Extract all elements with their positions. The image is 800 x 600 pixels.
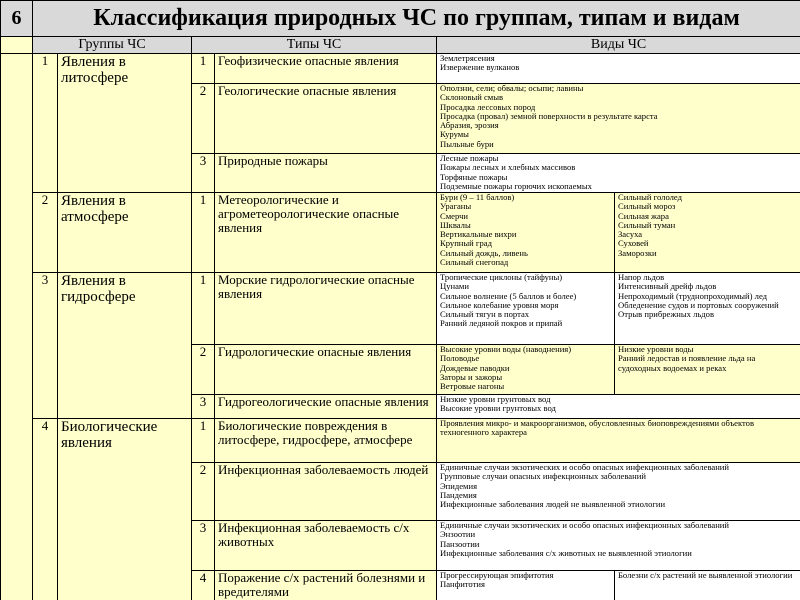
group-number: 1 — [33, 54, 58, 193]
kinds-cell-left — [437, 273, 615, 345]
type-name: Гидрологические опасные явления — [215, 345, 437, 395]
kinds-cell-left — [437, 571, 615, 600]
kind-item: Засуха — [618, 229, 643, 240]
kind-item: Заторы и зажоры — [440, 371, 503, 382]
kind-item: Ветровые нагоны — [440, 381, 505, 392]
header-kinds: Виды ЧС — [437, 37, 800, 54]
header-types: Типы ЧС — [192, 37, 437, 54]
kind-item: Сильный снегопад — [440, 256, 509, 267]
type-name: Поражение с/х растений болезнями и вредителями — [215, 571, 437, 600]
group-name: Явления в атмосфере — [58, 193, 192, 273]
group-name: Явления в гидросфере — [58, 273, 192, 419]
type-number: 1 — [192, 54, 215, 84]
kind-item: Вертикальные вихри — [440, 229, 517, 240]
kinds-cell-right — [615, 273, 800, 345]
type-name: Геофизические опасные явления — [215, 54, 437, 84]
kind-item: Извержение вулканов — [440, 62, 520, 73]
kind-item: Прогрессирующая эпифитотия — [440, 570, 554, 580]
kind-item: Интенсивный дрейф льдов — [618, 281, 717, 292]
type-number: 4 — [192, 571, 215, 600]
kind-item: Смерчи — [440, 210, 468, 221]
kind-item: Обледенение судов и портовых сооружений — [618, 299, 779, 310]
type-number: 1 — [192, 193, 215, 273]
kind-item: Болезни с/х растений не выявленной этиологии — [618, 570, 793, 580]
kind-item: Панфитотия — [440, 579, 485, 590]
kind-item: Абразия, эрозия — [440, 120, 499, 131]
kind-item: Просадка (провал) земной поверхности в результате карста — [440, 110, 658, 121]
kind-item: Крупный град — [440, 238, 492, 249]
kind-item: Сильное волнение (5 баллов и более) — [440, 290, 577, 301]
kind-item: Низкие уровни грунтовых вод — [440, 394, 551, 404]
kind-item: Сильный туман — [618, 219, 676, 230]
kind-item: Заморозки — [618, 247, 657, 258]
kind-item: Высокие уровни воды (наводнения) — [440, 344, 572, 354]
kinds-cell-left — [437, 193, 615, 273]
kinds-cell-right — [615, 193, 800, 273]
kind-item: Пандемия — [440, 489, 477, 500]
kinds-cell — [437, 419, 800, 463]
kind-item: Курумы — [440, 129, 469, 140]
kind-item: Сильное колебание уровня моря — [440, 299, 559, 310]
group-name: Биологические явления — [58, 419, 192, 600]
kinds-cell — [437, 521, 800, 571]
kind-item: Подземные пожары горючих ископаемых — [440, 180, 592, 191]
kind-item: Пожары лесных и хлебных массивов — [440, 162, 576, 173]
kind-item: Единичные случаи экзотических и особо опасных инфекционных заболеваний — [440, 520, 729, 530]
kind-item: Сильный тягун в портах — [440, 309, 530, 320]
type-name: Инфекционная заболеваемость людей — [215, 463, 437, 521]
kinds-cell — [437, 84, 800, 154]
kind-item: Отрыв прибрежных льдов — [618, 309, 715, 320]
kind-item: Сильный дождь, ливень — [440, 247, 528, 258]
kind-item: Землетрясения — [440, 53, 495, 63]
type-number: 1 — [192, 273, 215, 345]
kind-item: Ураганы — [440, 201, 472, 212]
header-spacer — [1, 37, 33, 54]
group-number: 2 — [33, 193, 58, 273]
kind-item: Ранний ледостав и появление льда на судоходных водоемах и реках — [618, 353, 756, 373]
kind-item: Шквалы — [440, 219, 471, 230]
kind-item: Ранний ледяной покров и припай — [440, 318, 563, 329]
kinds-cell — [437, 154, 800, 193]
kind-item: Низкие уровни воды — [618, 344, 694, 354]
type-number: 2 — [192, 345, 215, 395]
kind-item: Суховей — [618, 238, 649, 249]
type-number: 3 — [192, 154, 215, 193]
page-title: Классификация природных ЧС по группам, типам и видам — [33, 1, 800, 37]
header-groups: Группы ЧС — [33, 37, 192, 54]
type-number: 2 — [192, 463, 215, 521]
type-number: 2 — [192, 84, 215, 154]
kind-item: Единичные случаи экзотических и особо опасных инфекционных заболеваний — [440, 462, 729, 472]
kind-item: Половодье — [440, 353, 480, 364]
kinds-cell-left — [437, 345, 615, 395]
kind-item: Цунами — [440, 281, 469, 292]
kind-item: Непроходимый (труднопроходимый) лед — [618, 290, 768, 301]
type-name: Природные пожары — [215, 154, 437, 193]
kinds-cell-right — [615, 571, 800, 600]
group-number: 4 — [33, 419, 58, 600]
kind-item: Пыльные бури — [440, 138, 494, 149]
slide-number: 6 — [1, 1, 33, 37]
kind-item: Эпидемия — [440, 480, 478, 491]
kind-item: Лесные пожары — [440, 153, 499, 163]
kind-item: Сильный гололед — [618, 192, 682, 202]
kinds-cell — [437, 54, 800, 84]
type-number: 3 — [192, 521, 215, 571]
kind-item: Энзоотии — [440, 529, 476, 540]
kind-item: Бури (9 – 11 баллов) — [440, 192, 515, 202]
kind-item: Просадка лессовых пород — [440, 101, 536, 112]
type-name: Гидрогеологические опасные явления — [215, 395, 437, 419]
kinds-cell — [437, 463, 800, 521]
type-name: Геологические опасные явления — [215, 84, 437, 154]
type-name: Инфекционная заболеваемость с/х животных — [215, 521, 437, 571]
kind-item: Торфяные пожары — [440, 171, 508, 182]
kind-item: Групповые случаи опасных инфекционных заболеваний — [440, 471, 646, 482]
type-name: Биологические повреждения в литосфере, гидросфере, атмосфере — [215, 419, 437, 463]
kind-item: Сильная жара — [618, 210, 669, 221]
group-name: Явления в литосфере — [58, 54, 192, 193]
type-number: 1 — [192, 419, 215, 463]
kinds-cell-right — [615, 345, 800, 395]
kind-item: Тропические циклоны (тайфуны) — [440, 272, 563, 282]
kind-item: Высокие уровни грунтовых вод — [440, 403, 556, 414]
type-name: Морские гидрологические опасные явления — [215, 273, 437, 345]
group-number: 3 — [33, 273, 58, 419]
kind-item: Панзоотии — [440, 538, 480, 549]
type-name: Метеорологические и агрометеорологические опасные явления — [215, 193, 437, 273]
kinds-cell — [437, 395, 800, 419]
kind-item: Сильный мороз — [618, 201, 676, 212]
kind-item: Инфекционные заболевания с/х животных не выявленной этиологии — [440, 547, 692, 558]
type-number: 3 — [192, 395, 215, 419]
kind-item: Оползни, сели; обвалы; осыпи; лавины — [440, 83, 584, 93]
kind-item: Инфекционные заболевания людей не выявленной этиологии — [440, 499, 666, 510]
kind-item: Проявления микро- и макроорганизмов, обусловленных биоповреждениями объектов техногенного характера — [440, 418, 755, 438]
kind-item: Склоновый смыв — [440, 92, 504, 103]
kind-item: Напор льдов — [618, 272, 665, 282]
left-margin — [1, 54, 33, 600]
kind-item: Дождевые паводки — [440, 362, 510, 373]
